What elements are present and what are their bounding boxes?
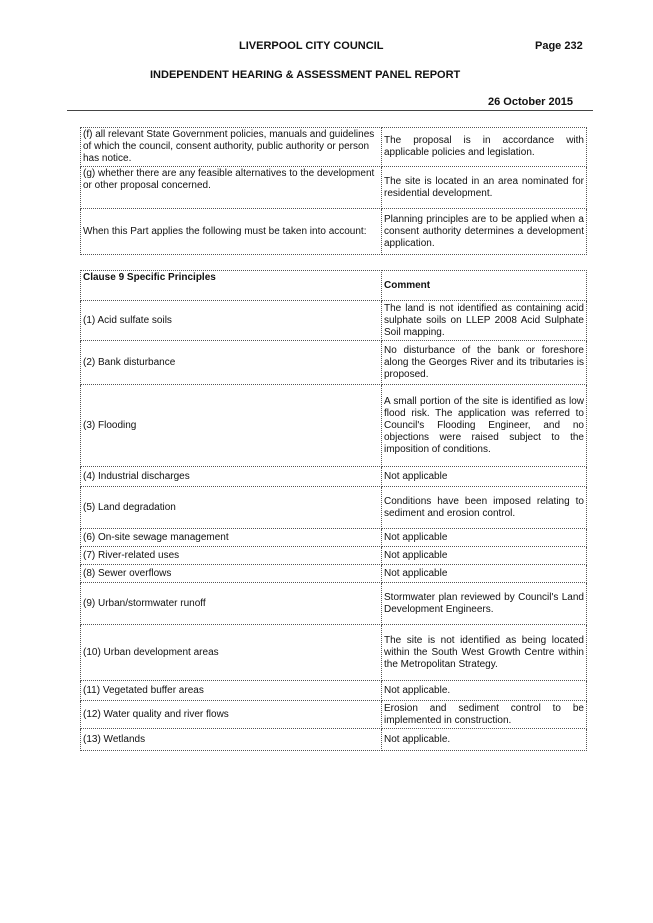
comment-header: Comment	[382, 271, 587, 301]
report-title: INDEPENDENT HEARING & ASSESSMENT PANEL REPORT	[150, 69, 461, 81]
principle-cell: (9) Urban/stormwater runoff	[81, 583, 382, 625]
principle-cell: (10) Urban development areas	[81, 625, 382, 681]
comment-cell: Planning principles are to be applied when a consent authority determines a development application.	[382, 209, 587, 255]
page-number: Page 232	[535, 40, 583, 52]
specific-principles-table	[80, 270, 587, 751]
table-row	[81, 681, 587, 701]
header-divider	[67, 110, 593, 111]
principle-cell: (2) Bank disturbance	[81, 341, 382, 385]
principles-header: Clause 9 Specific Principles	[81, 271, 382, 301]
table-row	[81, 167, 587, 209]
table-row	[81, 701, 587, 729]
principle-cell: (13) Wetlands	[81, 729, 382, 751]
principle-cell: (12) Water quality and river flows	[81, 701, 382, 729]
comment-cell: The proposal is in accordance with applicable policies and legislation.	[382, 128, 587, 167]
table-row	[81, 565, 587, 583]
comment-cell: Not applicable.	[382, 681, 587, 701]
table-header-row	[81, 271, 587, 301]
table-row	[81, 209, 587, 255]
comment-cell: No disturbance of the bank or foreshore along the Georges River and its tributaries is proposed.	[382, 341, 587, 385]
principle-cell: (4) Industrial discharges	[81, 467, 382, 487]
table-row	[81, 583, 587, 625]
principle-cell: (1) Acid sulfate soils	[81, 301, 382, 341]
criterion-cell: (g) whether there are any feasible alternatives to the development or other proposal concerned.	[81, 167, 382, 209]
table-row	[81, 547, 587, 565]
table-row	[81, 729, 587, 751]
criterion-cell: (f) all relevant State Government policies, manuals and guidelines of which the council, consent authority, public authority or person has notice.	[81, 128, 382, 167]
principle-cell: (11) Vegetated buffer areas	[81, 681, 382, 701]
principle-cell: (3) Flooding	[81, 385, 382, 467]
council-name: LIVERPOOL CITY COUNCIL	[239, 40, 384, 52]
criterion-cell: When this Part applies the following must be taken into account:	[81, 209, 382, 255]
comment-cell: Not applicable	[382, 467, 587, 487]
comment-cell: The land is not identified as containing acid sulphate soils on LLEP 2008 Acid Sulphate Soil mapping.	[382, 301, 587, 341]
comment-cell: Not applicable	[382, 547, 587, 565]
table-row	[81, 301, 587, 341]
comment-cell: Erosion and sediment control to be implemented in construction.	[382, 701, 587, 729]
comment-cell: Stormwater plan reviewed by Council's Land Development Engineers.	[382, 583, 587, 625]
comment-cell: A small portion of the site is identified as low flood risk. The application was referred to Council's Flooding Engineer, and no objections were raised subject to the imposition of conditions.	[382, 385, 587, 467]
table-row	[81, 341, 587, 385]
comment-cell: The site is located in an area nominated for residential development.	[382, 167, 587, 209]
table-row	[81, 128, 587, 167]
comment-cell: Conditions have been imposed relating to sediment and erosion control.	[382, 487, 587, 529]
considerations-table	[80, 127, 587, 255]
table-row	[81, 625, 587, 681]
table-row	[81, 487, 587, 529]
comment-cell: Not applicable	[382, 529, 587, 547]
principle-cell: (7) River-related uses	[81, 547, 382, 565]
principle-cell: (8) Sewer overflows	[81, 565, 382, 583]
comment-cell: Not applicable.	[382, 729, 587, 751]
table-row	[81, 467, 587, 487]
principle-cell: (6) On-site sewage management	[81, 529, 382, 547]
comment-cell: The site is not identified as being located within the South West Growth Centre within the Metropolitan Strategy.	[382, 625, 587, 681]
comment-cell: Not applicable	[382, 565, 587, 583]
table-row	[81, 385, 587, 467]
principle-cell: (5) Land degradation	[81, 487, 382, 529]
report-date: 26 October 2015	[488, 96, 573, 108]
table-row	[81, 529, 587, 547]
